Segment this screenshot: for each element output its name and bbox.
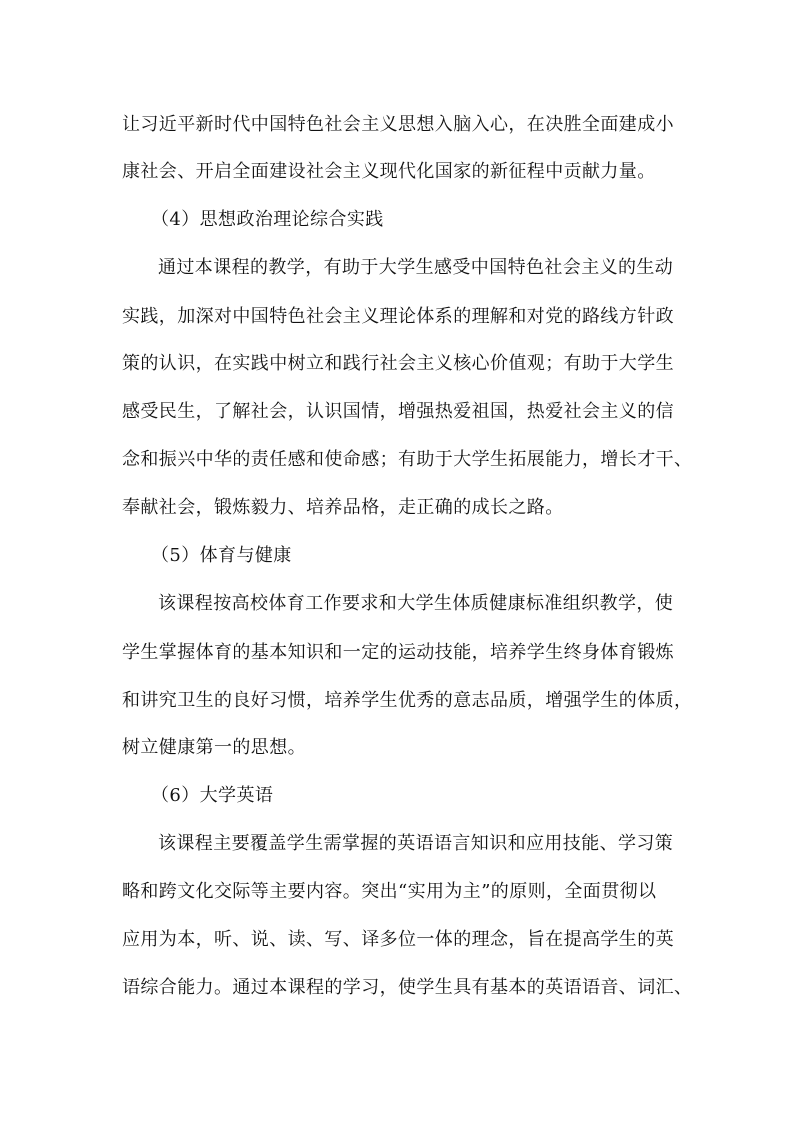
body-text-line: 该课程主要覆盖学生需掌握的英语语言知识和应用技能、学习策 (158, 833, 674, 854)
section-heading: （6）大学英语 (151, 785, 274, 806)
body-text-line: 感受民生，了解社会，认识国情，增强热爱祖国，热爱社会主义的信 (122, 401, 674, 422)
body-text-line: 策的认识，在实践中树立和践行社会主义核心价值观；有助于大学生 (122, 353, 674, 374)
body-text-line: 略和跨文化交际等主要内容。突出“实用为主”的原则，全面贯彻以 (122, 881, 657, 902)
body-text-line: 和讲究卫生的良好习惯，培养学生优秀的意志品质，增强学生的体质， (122, 690, 693, 711)
section-heading: （5）体育与健康 (151, 545, 292, 566)
body-text-line: 学生掌握体育的基本知识和一定的运动技能，培养学生终身体育锻炼 (122, 642, 674, 663)
body-text-line: 奉献社会，锻炼毅力、培养品格，走正确的成长之路。 (122, 497, 564, 518)
body-text-line: 实践，加深对中国特色社会主义理论体系的理解和对党的路线方针政 (122, 306, 674, 327)
body-text-line: 该课程按高校体育工作要求和大学生体质健康标准组织教学，使 (158, 593, 674, 614)
body-text-line: 康社会、开启全面建设社会主义现代化国家的新征程中贡献力量。 (122, 161, 656, 182)
body-text-line: 让习近平新时代中国特色社会主义思想入脑入心，在决胜全面建成小 (122, 114, 674, 135)
body-text-line: 应用为本，听、说、读、写、译多位一体的理念，旨在提高学生的英 (122, 929, 674, 950)
body-text-line: 通过本课程的教学，有助于大学生感受中国特色社会主义的生动 (158, 257, 674, 278)
section-heading: （4）思想政治理论综合实践 (151, 209, 384, 230)
body-text-line: 念和振兴中华的责任感和使命感；有助于大学生拓展能力，增长才干、 (122, 449, 693, 470)
body-text-line: 语综合能力。通过本课程的学习，使学生具有基本的英语语音、词汇、 (122, 977, 693, 998)
body-text-line: 树立健康第一的思想。 (122, 737, 306, 758)
